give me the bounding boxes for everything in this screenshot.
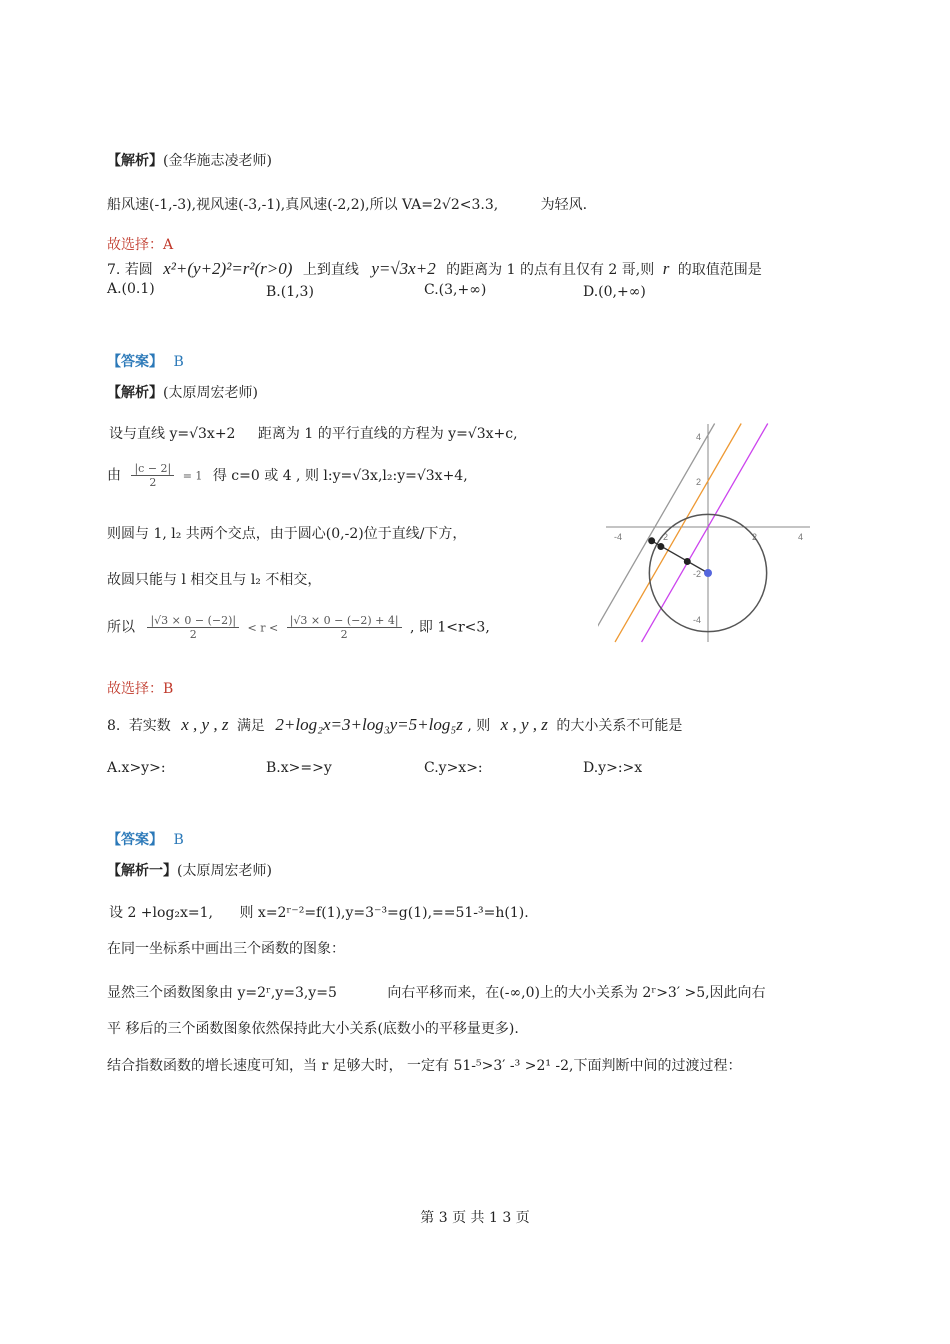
variables: x , y , z — [500, 715, 548, 734]
step-text: 距离为 1 的平行直线的方程为 y=√3x+c, — [257, 426, 518, 442]
analysis-heading-7 — [107, 385, 258, 402]
fraction-numerator: |√3 × 0 − (−2) + 4| — [287, 614, 402, 628]
given-line — [615, 424, 741, 643]
question-tail: 的取值范围是 — [677, 262, 762, 278]
analysis-step-2: 在同一坐标系中画出三个函数的图象： — [107, 941, 345, 957]
question-mid: 满足 — [236, 718, 265, 734]
fraction-denominator: 2 — [189, 628, 197, 642]
analysis-author: (太原周宏老师) — [163, 385, 258, 401]
step-text: 由 — [107, 467, 121, 484]
step-text: , 即 1<r<3, — [410, 619, 490, 636]
step-text: 设 2 +log₂x=1, — [109, 905, 214, 921]
question-tail: 的大小关系不可能是 — [556, 718, 683, 734]
analysis-label: 【解析一】 — [107, 863, 177, 879]
circle-equation: x²+(y+2)²=r²(r>0) — [163, 259, 293, 278]
tick-label: 2 — [752, 532, 758, 542]
fraction-rhs: = 1 — [182, 469, 203, 483]
step-text: 所以 — [107, 619, 135, 636]
fraction — [131, 462, 174, 489]
question-number: 8. — [107, 718, 121, 734]
variables: x , y , z — [181, 715, 229, 734]
coordinate-graph — [598, 420, 813, 645]
circle-center — [704, 569, 712, 577]
question-number: 7. — [107, 262, 121, 278]
conclusion-7: 故选择：B — [107, 681, 174, 697]
question-mid: 上到直线 — [302, 262, 359, 278]
wind-speed-text: 船风速(-1,-3),视风速(-3,-1),真风速(-2,2),所以 VA=2√2<3.3, — [107, 197, 499, 213]
intersection-point — [657, 543, 664, 550]
fraction-denominator: 2 — [340, 628, 348, 642]
option-a: A.(0.1) — [107, 281, 155, 297]
tick-label: 4 — [798, 532, 804, 542]
analysis-heading-1 — [107, 153, 272, 170]
conclusion-1: 故选择：A — [107, 237, 174, 253]
analysis-heading-8 — [107, 863, 272, 880]
option-d: D.(0,+∞) — [583, 284, 646, 300]
analysis-step-5: 结合指数函数的增长速度可知，当 r 足够大时， 一定有 51-⁵>3′ -³ >2¹ -2,下面判断中间的过渡过程： — [107, 1058, 742, 1074]
tick-label: -4 — [614, 532, 623, 542]
step-text: 得 c=0 或 4 , 则 l:y=√3x,l₂:y=√3x+4, — [212, 467, 468, 484]
foot-point — [648, 537, 655, 544]
analysis-label: 【解析】 — [107, 385, 163, 401]
tick-label: -2 — [660, 532, 669, 542]
fraction-upper-bound — [287, 614, 402, 641]
analysis-step-5 — [107, 614, 490, 641]
step-text: 显然三个函数图象由 y=2ʳ,y=3,y=5 — [107, 985, 337, 1001]
fraction-denominator: 2 — [149, 476, 157, 490]
step-text: 向右平移而来，在(-∞,0)上的大小关系为 2ʳ>3′ >5,因此向右 — [387, 985, 766, 1001]
analysis-step-3: 则圆与 1, l₂ 共两个交点，由于圆心(0,-2)位于直线/下方， — [107, 526, 467, 542]
analysis-step-1 — [109, 905, 529, 922]
question-suffix: , 则 — [467, 718, 491, 734]
analysis-step-3 — [107, 985, 766, 1002]
question-prefix: 若圆 — [124, 262, 153, 278]
question-7 — [107, 259, 762, 279]
analysis-step-1 — [109, 426, 518, 443]
step-text: 设与直线 y=√3x+2 — [109, 426, 236, 442]
fraction-lower-bound — [147, 614, 239, 641]
fraction-numerator: |√3 × 0 − (−2)| — [147, 614, 239, 628]
option-c: C.(3,+∞) — [424, 282, 487, 298]
analysis-step-4: 平 移后的三个函数图象依然保持此大小关系(底数小的平移量更多). — [107, 1021, 519, 1037]
answer-value: B — [173, 354, 184, 370]
answer-value: B — [173, 832, 184, 848]
question-prefix: 若实数 — [128, 718, 171, 734]
step-text: 则 x=2ʳ⁻²=f(1),y=3⁻³=g(1),==51-³=h(1). — [239, 905, 529, 921]
tick-label: -2 — [693, 569, 702, 579]
option-a: A.x>y>: — [107, 760, 166, 776]
analysis-author: (太原周宏老师) — [177, 863, 272, 879]
variable-r: r — [662, 259, 670, 278]
option-d: D.y>:>x — [583, 760, 643, 776]
option-b: B.x>=>y — [266, 760, 332, 776]
option-b: B.(1,3) — [266, 284, 314, 300]
tick-label: 4 — [696, 432, 702, 442]
answer-label: 【答案】 — [107, 354, 163, 370]
page-footer: 第 3 页 共 1 3 页 — [420, 1210, 530, 1226]
analysis-step-4: 故圆只能与 l 相交且与 l₂ 不相交， — [107, 572, 322, 588]
line-point — [684, 558, 691, 565]
log-equation: 2+log₂x=3+log₃y=5+log₅z — [275, 715, 463, 734]
tick-label: -4 — [693, 615, 702, 625]
analysis-author: (金华施志凌老师) — [163, 153, 272, 169]
answer-8 — [107, 832, 184, 849]
analysis-step-2 — [107, 462, 468, 489]
answer-7 — [107, 354, 184, 371]
answer-label: 【答案】 — [107, 832, 163, 848]
inequality-text: < r < — [247, 621, 279, 635]
analysis-label: 【解析】 — [107, 153, 163, 169]
wind-conclusion-text: 为轻风. — [540, 197, 588, 213]
line-equation: y=√3x+2 — [371, 259, 436, 278]
fraction-numerator: |c − 2| — [131, 462, 174, 476]
question-8 — [107, 715, 682, 735]
tick-label: 2 — [696, 477, 702, 487]
option-c: C.y>x>: — [424, 760, 483, 776]
analysis-text-1 — [107, 197, 587, 214]
question-suffix: 的距离为 1 的点有且仅有 2 哥,则 — [446, 262, 655, 278]
